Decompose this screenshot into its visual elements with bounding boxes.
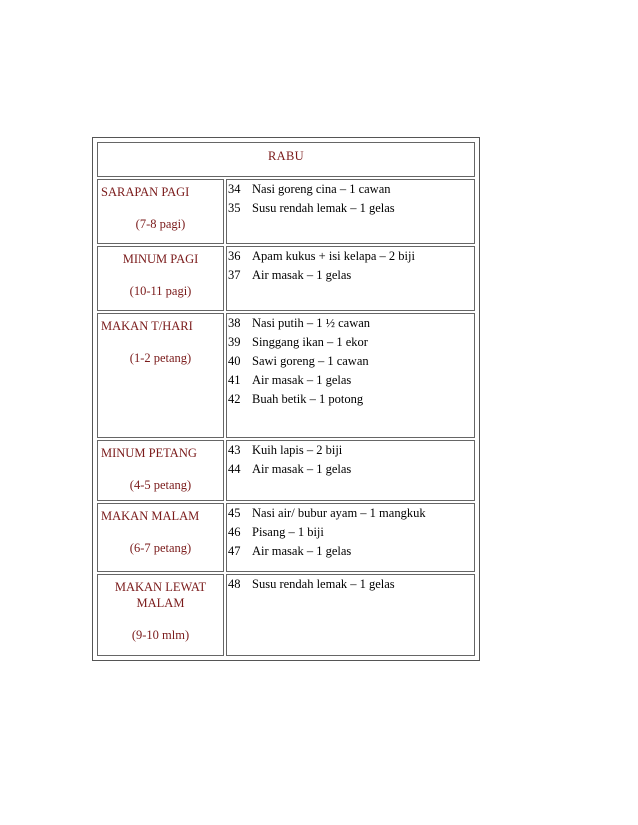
item-text: Singgang ikan – 1 ekor (252, 334, 368, 349)
item-number: 36 (228, 248, 241, 263)
item-number: 38 (228, 315, 241, 330)
item-number: 45 (228, 506, 241, 521)
meal-name: MAKAN LEWAT MALAM (114, 579, 207, 610)
item-number: 46 (228, 525, 241, 540)
meal-label-cell (97, 313, 224, 438)
meal-name: MAKAN MALAM (101, 509, 200, 524)
list-item (227, 266, 474, 285)
title-row (97, 142, 475, 177)
meal-row-sarapan-pagi (97, 179, 475, 244)
list-item (227, 575, 474, 594)
meal-time: (7-8 pagi) (135, 217, 186, 232)
item-text: Buah betik – 1 potong (252, 391, 364, 406)
meal-items-cell (226, 574, 475, 656)
item-number: 41 (228, 372, 241, 387)
list-item (227, 247, 474, 266)
list-item (227, 390, 474, 409)
item-text: Susu rendah lemak – 1 gelas (252, 201, 395, 216)
item-text: Nasi goreng cina – 1 cawan (252, 182, 391, 197)
meal-label-cell (97, 503, 224, 571)
item-number: 35 (228, 201, 241, 216)
meal-items-cell (226, 313, 475, 438)
item-text: Kuih lapis – 2 biji (252, 442, 343, 457)
meal-row-makan-lewat-malam (97, 574, 475, 656)
meal-name: SARAPAN PAGI (101, 185, 190, 200)
meal-name: MAKAN T/HARI (101, 318, 193, 333)
meal-plan-grid (95, 140, 477, 658)
item-text: Nasi putih – 1 ½ cawan (252, 315, 371, 330)
title-cell (97, 142, 475, 177)
list-item (227, 523, 474, 542)
item-number: 47 (228, 544, 241, 559)
item-text: Apam kukus + isi kelapa – 2 biji (252, 248, 415, 263)
list-item (227, 314, 474, 333)
item-number: 34 (228, 182, 241, 197)
meal-label-cell (97, 574, 224, 656)
item-number: 40 (228, 353, 241, 368)
meal-items-cell (226, 246, 475, 311)
list-item (227, 199, 474, 218)
meal-name: MINUM PAGI (122, 251, 199, 266)
day-title: RABU (268, 149, 304, 163)
meal-time: (1-2 petang) (129, 350, 192, 365)
meal-row-minum-pagi (97, 246, 475, 311)
item-text: Air masak – 1 gelas (252, 372, 352, 387)
item-text: Air masak – 1 gelas (252, 544, 352, 559)
meal-time: (9-10 mlm) (131, 627, 190, 642)
list-item (227, 542, 474, 561)
meal-row-makan-malam (97, 503, 475, 571)
meal-name: MINUM PETANG (101, 445, 197, 460)
item-text: Pisang – 1 biji (252, 525, 324, 540)
meal-time: (6-7 petang) (129, 541, 192, 556)
meal-items-cell (226, 179, 475, 244)
meal-row-makan-tengahari (97, 313, 475, 438)
item-text: Susu rendah lemak – 1 gelas (252, 576, 395, 591)
item-text: Nasi air/ bubur ayam – 1 mangkuk (252, 506, 426, 521)
list-item (227, 180, 474, 199)
meal-items-cell (226, 440, 475, 502)
item-number: 42 (228, 391, 241, 406)
list-item (227, 352, 474, 371)
list-item (227, 371, 474, 390)
item-text: Air masak – 1 gelas (252, 267, 352, 282)
item-number: 44 (228, 461, 241, 476)
item-text: Sawi goreng – 1 cawan (252, 353, 369, 368)
list-item (227, 333, 474, 352)
meal-time: (10-11 pagi) (129, 283, 192, 298)
meal-label-cell (97, 246, 224, 311)
meal-items-cell (226, 503, 475, 571)
meal-label-cell (97, 179, 224, 244)
item-number: 37 (228, 267, 241, 282)
item-number: 39 (228, 334, 241, 349)
item-number: 48 (228, 576, 241, 591)
meal-row-minum-petang (97, 440, 475, 502)
item-text: Air masak – 1 gelas (252, 461, 352, 476)
item-number: 43 (228, 442, 241, 457)
meal-label-cell (97, 440, 224, 502)
list-item (227, 460, 474, 479)
list-item (227, 441, 474, 460)
list-item (227, 504, 474, 523)
meal-time: (4-5 petang) (129, 477, 192, 492)
meal-plan-table (92, 137, 480, 661)
